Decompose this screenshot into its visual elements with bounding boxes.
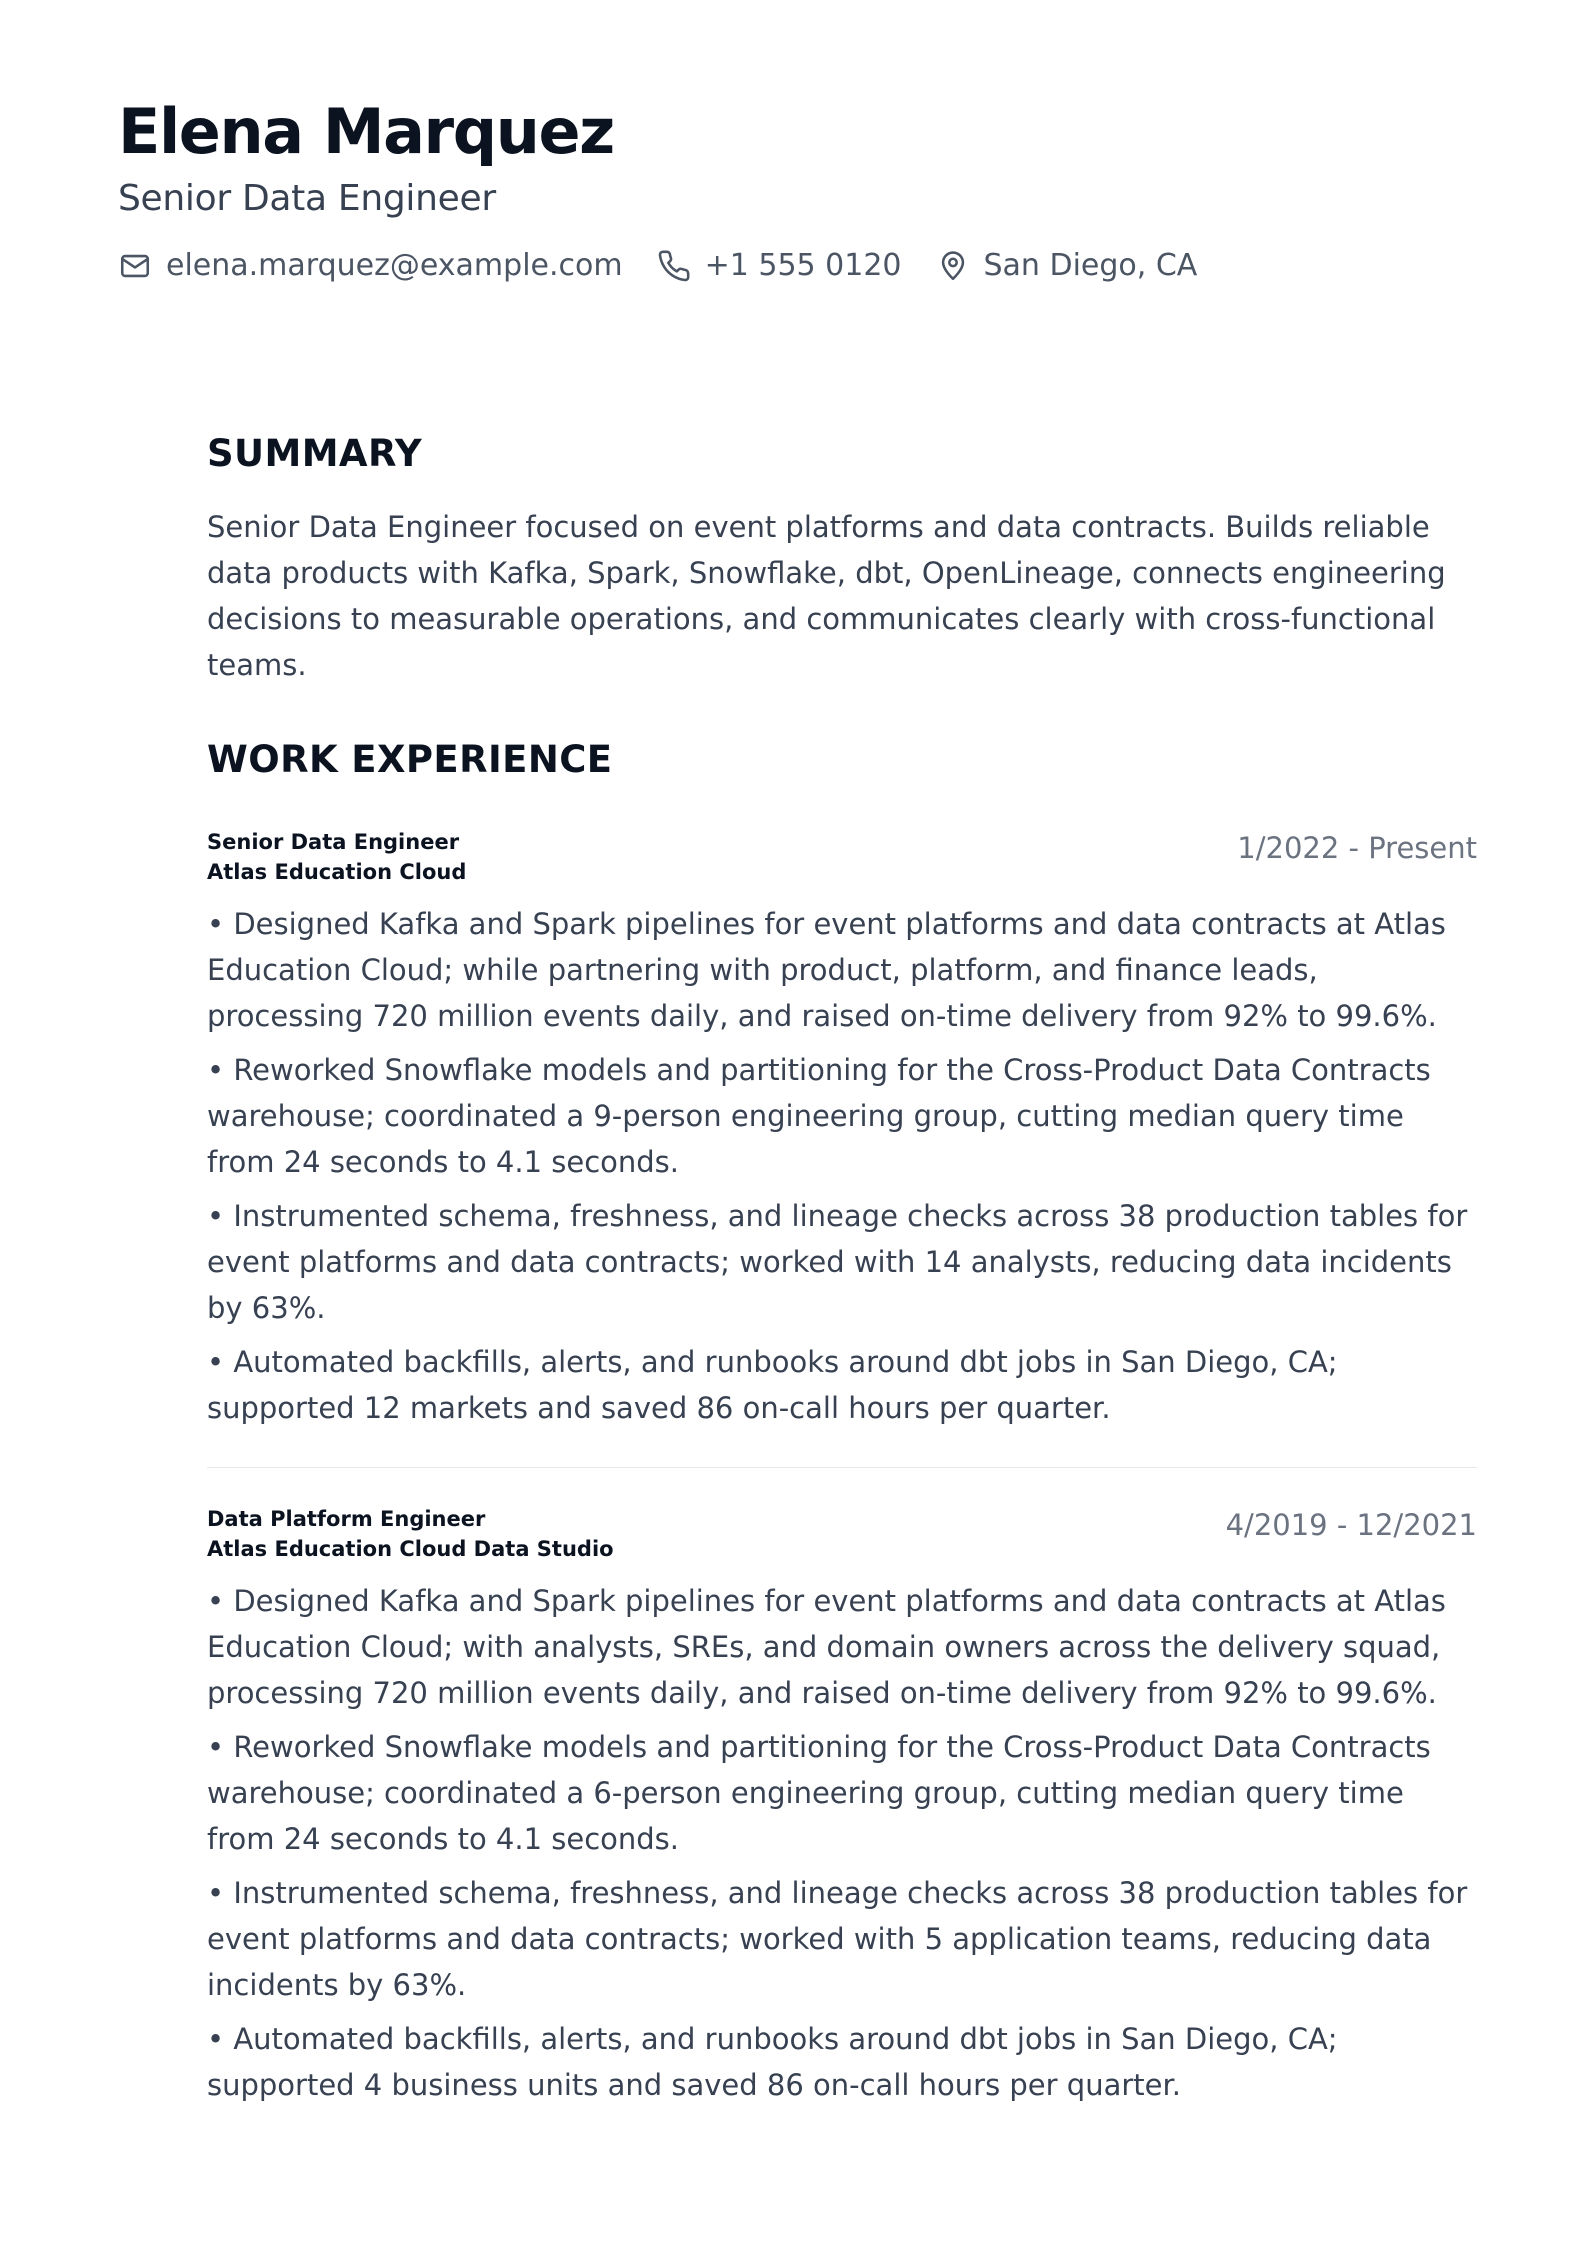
summary-text: Senior Data Engineer focused on event platforms and data contracts. Builds reliable data products with Kafka, Spark, Snowflake, dbt, OpenLineage, connects engineering decisions to measurable operations, and communicates clearly with cross-functional teams. [207, 510, 1446, 683]
work-experience-section [207, 738, 1477, 2107]
location-text: San Diego, CA [983, 248, 1198, 284]
phone-text: +1 555 0120 [704, 248, 902, 284]
job-company: Atlas Education Cloud Data Studio [207, 1536, 614, 1561]
job-dates: 4/2019 - 12/2021 [1225, 1507, 1477, 1542]
job-company: Atlas Education Cloud [207, 859, 467, 884]
candidate-title: Senior Data Engineer [118, 178, 496, 220]
location-pin-icon [936, 249, 970, 283]
work-experience-heading: WORK EXPERIENCE [207, 738, 613, 782]
job-bullet: • Automated backfills, alerts, and runbooks around dbt jobs in San Diego, CA; supported 4 business units and saved 86 on-call hours per quarter. [207, 2021, 1338, 2102]
resume-content [207, 432, 1477, 2116]
job-bullets [207, 1578, 1477, 2108]
contact-row [118, 248, 1469, 283]
resume-header [118, 96, 1469, 283]
job-entry [207, 827, 1477, 1431]
job-bullet: • Designed Kafka and Spark pipelines for event platforms and data contracts at Atlas Education Cloud; while partnering with product, platform, and finance leads, processing 720 million events daily, and raised on-time delivery from 92% to 99.6%. [207, 906, 1446, 1033]
job-dates: 1/2022 - Present [1237, 830, 1477, 865]
job-bullet: • Reworked Snowflake models and partitioning for the Cross-Product Data Contracts warehouse; coordinated a 9-person engineering group, cutting median query time from 24 seconds to 4.1 seconds. [207, 1052, 1431, 1179]
phone-icon [657, 249, 691, 283]
job-bullet: • Instrumented schema, freshness, and lineage checks across 38 production tables for event platforms and data contracts; worked with 14 analysts, reducing data incidents by 63%. [207, 1198, 1468, 1325]
job-identity [207, 1504, 614, 1564]
contact-email[interactable] [118, 248, 623, 283]
job-header [207, 827, 1477, 887]
job-identity [207, 827, 466, 887]
mail-icon [118, 249, 152, 283]
job-bullet: • Reworked Snowflake models and partitioning for the Cross-Product Data Contracts warehouse; coordinated a 6-person engineering group, cutting median query time from 24 seconds to 4.1 seconds. [207, 1729, 1431, 1856]
summary-section [207, 432, 1477, 688]
job-entry [207, 1504, 1477, 2108]
job-role: Data Platform Engineer [207, 1506, 486, 1531]
candidate-name: Elena Marquez [118, 95, 614, 168]
contact-phone[interactable] [657, 248, 902, 283]
job-bullets [207, 901, 1477, 1431]
job-bullet: • Designed Kafka and Spark pipelines for event platforms and data contracts at Atlas Education Cloud; with analysts, SREs, and domain owners across the delivery squad, processing 720 million events daily, and raised on-time delivery from 92% to 99.6%. [207, 1583, 1446, 1710]
email-text: elena.marquez@example.com [166, 248, 623, 284]
job-role: Senior Data Engineer [207, 829, 460, 854]
contact-location [936, 248, 1198, 283]
job-header [207, 1504, 1477, 1564]
job-bullet: • Instrumented schema, freshness, and lineage checks across 38 production tables for event platforms and data contracts; worked with 5 application teams, reducing data incidents by 63%. [207, 1875, 1468, 2002]
summary-heading: SUMMARY [207, 432, 423, 475]
job-bullet: • Automated backfills, alerts, and runbooks around dbt jobs in San Diego, CA; supported 12 markets and saved 86 on-call hours per quarter. [207, 1344, 1338, 1425]
job-divider [207, 1467, 1477, 1468]
